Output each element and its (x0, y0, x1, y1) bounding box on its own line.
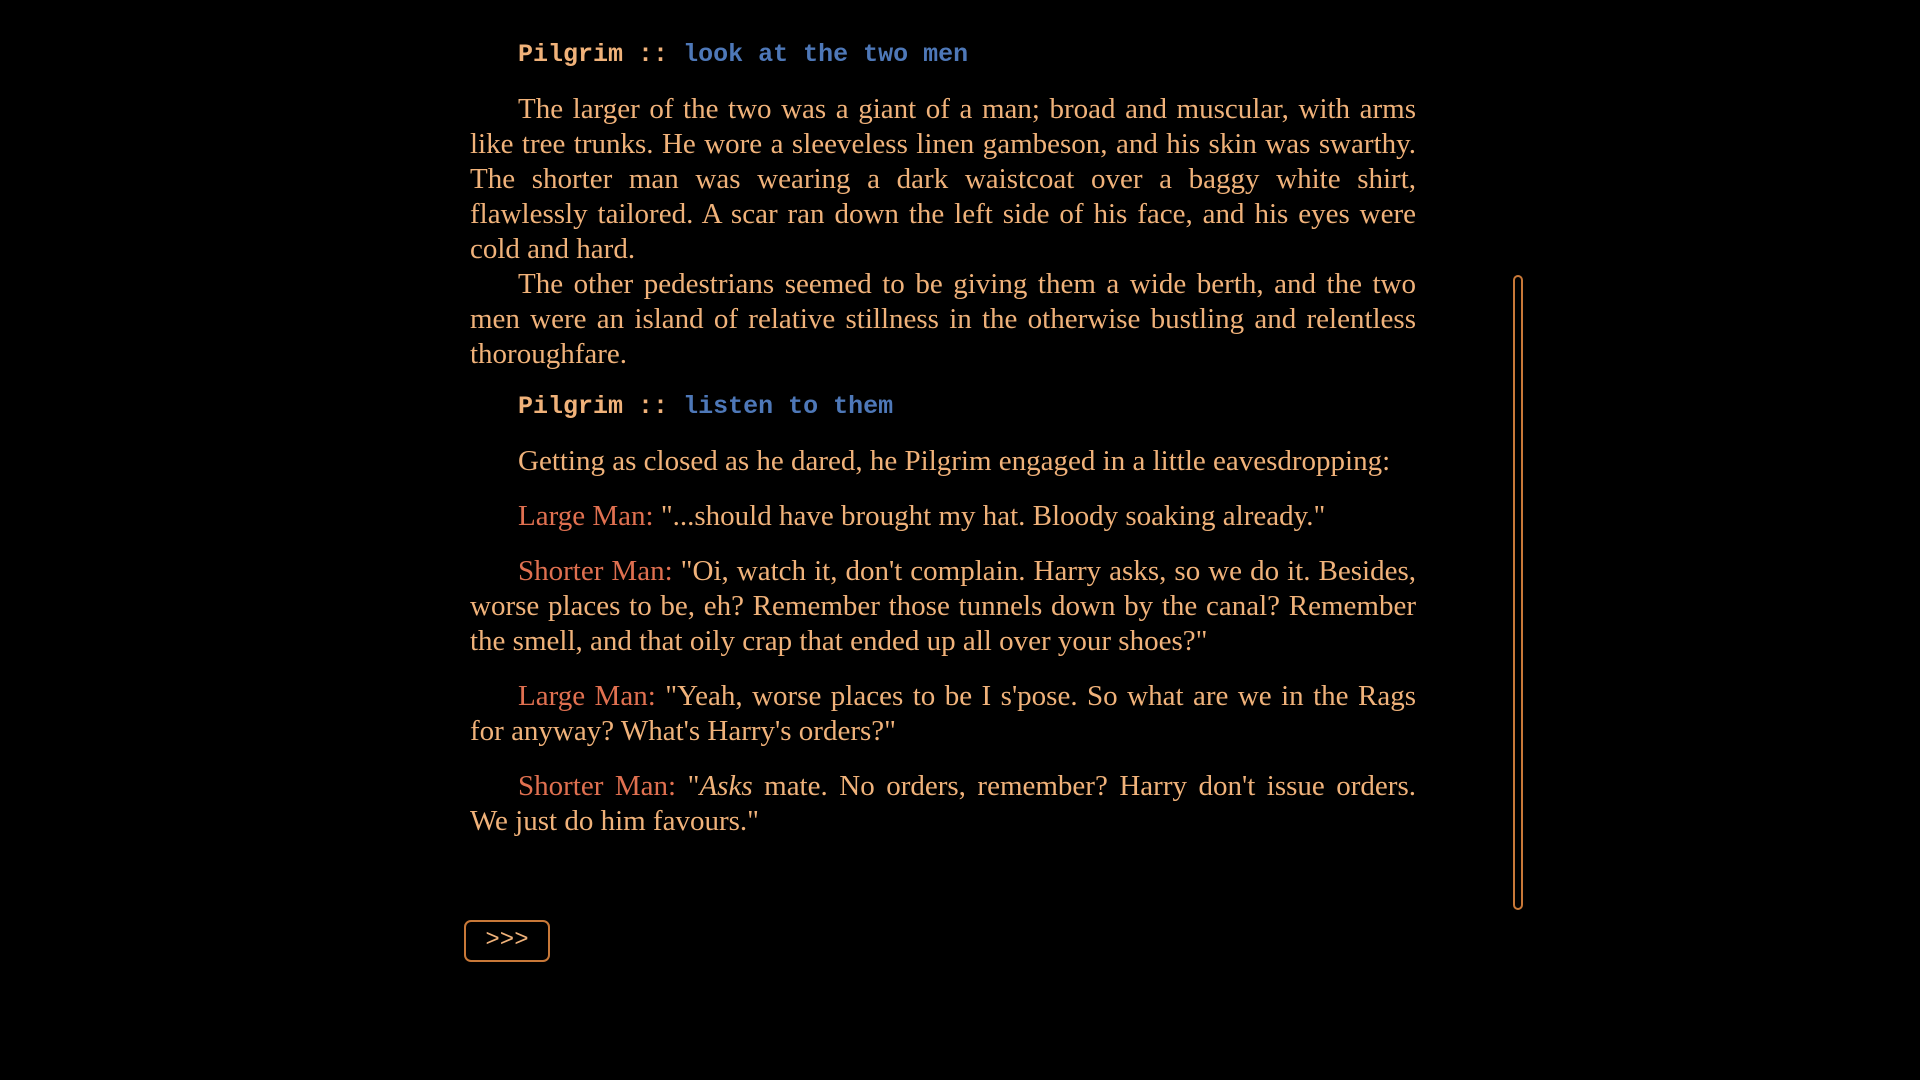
command-line (470, 392, 1416, 422)
command-actor: Pilgrim (518, 40, 624, 69)
dialogue-text: "...should have brought my hat. Bloody soaking already." (660, 500, 1326, 532)
dialogue-text: "Yeah, worse places to be I s'pose. So what are we in the Rags for anyway? What's Harry's orders?" (470, 680, 1416, 747)
story-paragraph: The other pedestrians seemed to be giving them a wide berth, and the two men were an island of relative stillness in the otherwise bustling and relentless thoroughfare. (470, 268, 1416, 370)
scrollbar[interactable] (1513, 275, 1523, 910)
command-action: look at the two men (683, 40, 969, 69)
speaker-name: Large Man: (518, 500, 654, 532)
dialogue-text: "Oi, watch it, don't complain. Harry asks, so we do it. Besides, worse places to be, eh? Remember those tunnels down by the canal? Remember the smell, and that oily crap that ended up all over your shoes?" (470, 555, 1416, 657)
dialogue-line (470, 679, 1416, 749)
dialogue-text: mate. No orders, remember? Harry don't issue orders. We just do him favours." (470, 770, 1416, 837)
command-separator: :: (638, 40, 669, 69)
dialogue-emphasis: Asks (699, 770, 753, 802)
story-text-panel (470, 40, 1416, 859)
speaker-name: Shorter Man: (518, 770, 677, 802)
story-paragraph: Getting as closed as he dared, he Pilgrim engaged in a little eavesdropping: (518, 445, 1391, 477)
dialogue-line (470, 769, 1416, 839)
continue-button[interactable]: >>> (464, 920, 550, 962)
dialogue-quote-open: " (687, 770, 700, 802)
command-separator: :: (638, 392, 669, 421)
speaker-name: Shorter Man: (518, 555, 673, 587)
story-paragraph: The larger of the two was a giant of a man; broad and muscular, with arms like tree trunks. He wore a sleeveless linen gambeson, and his skin was swarthy. The shorter man was wearing a dark waistcoat over a baggy white shirt, flawlessly tailored. A scar ran down the left side of his face, and his eyes were cold and hard. (470, 93, 1416, 265)
dialogue-line (470, 554, 1416, 659)
dialogue-line (470, 499, 1416, 534)
command-action: listen to them (683, 392, 894, 421)
command-actor: Pilgrim (518, 392, 624, 421)
speaker-name: Large Man: (518, 680, 656, 712)
command-line (470, 40, 1416, 70)
